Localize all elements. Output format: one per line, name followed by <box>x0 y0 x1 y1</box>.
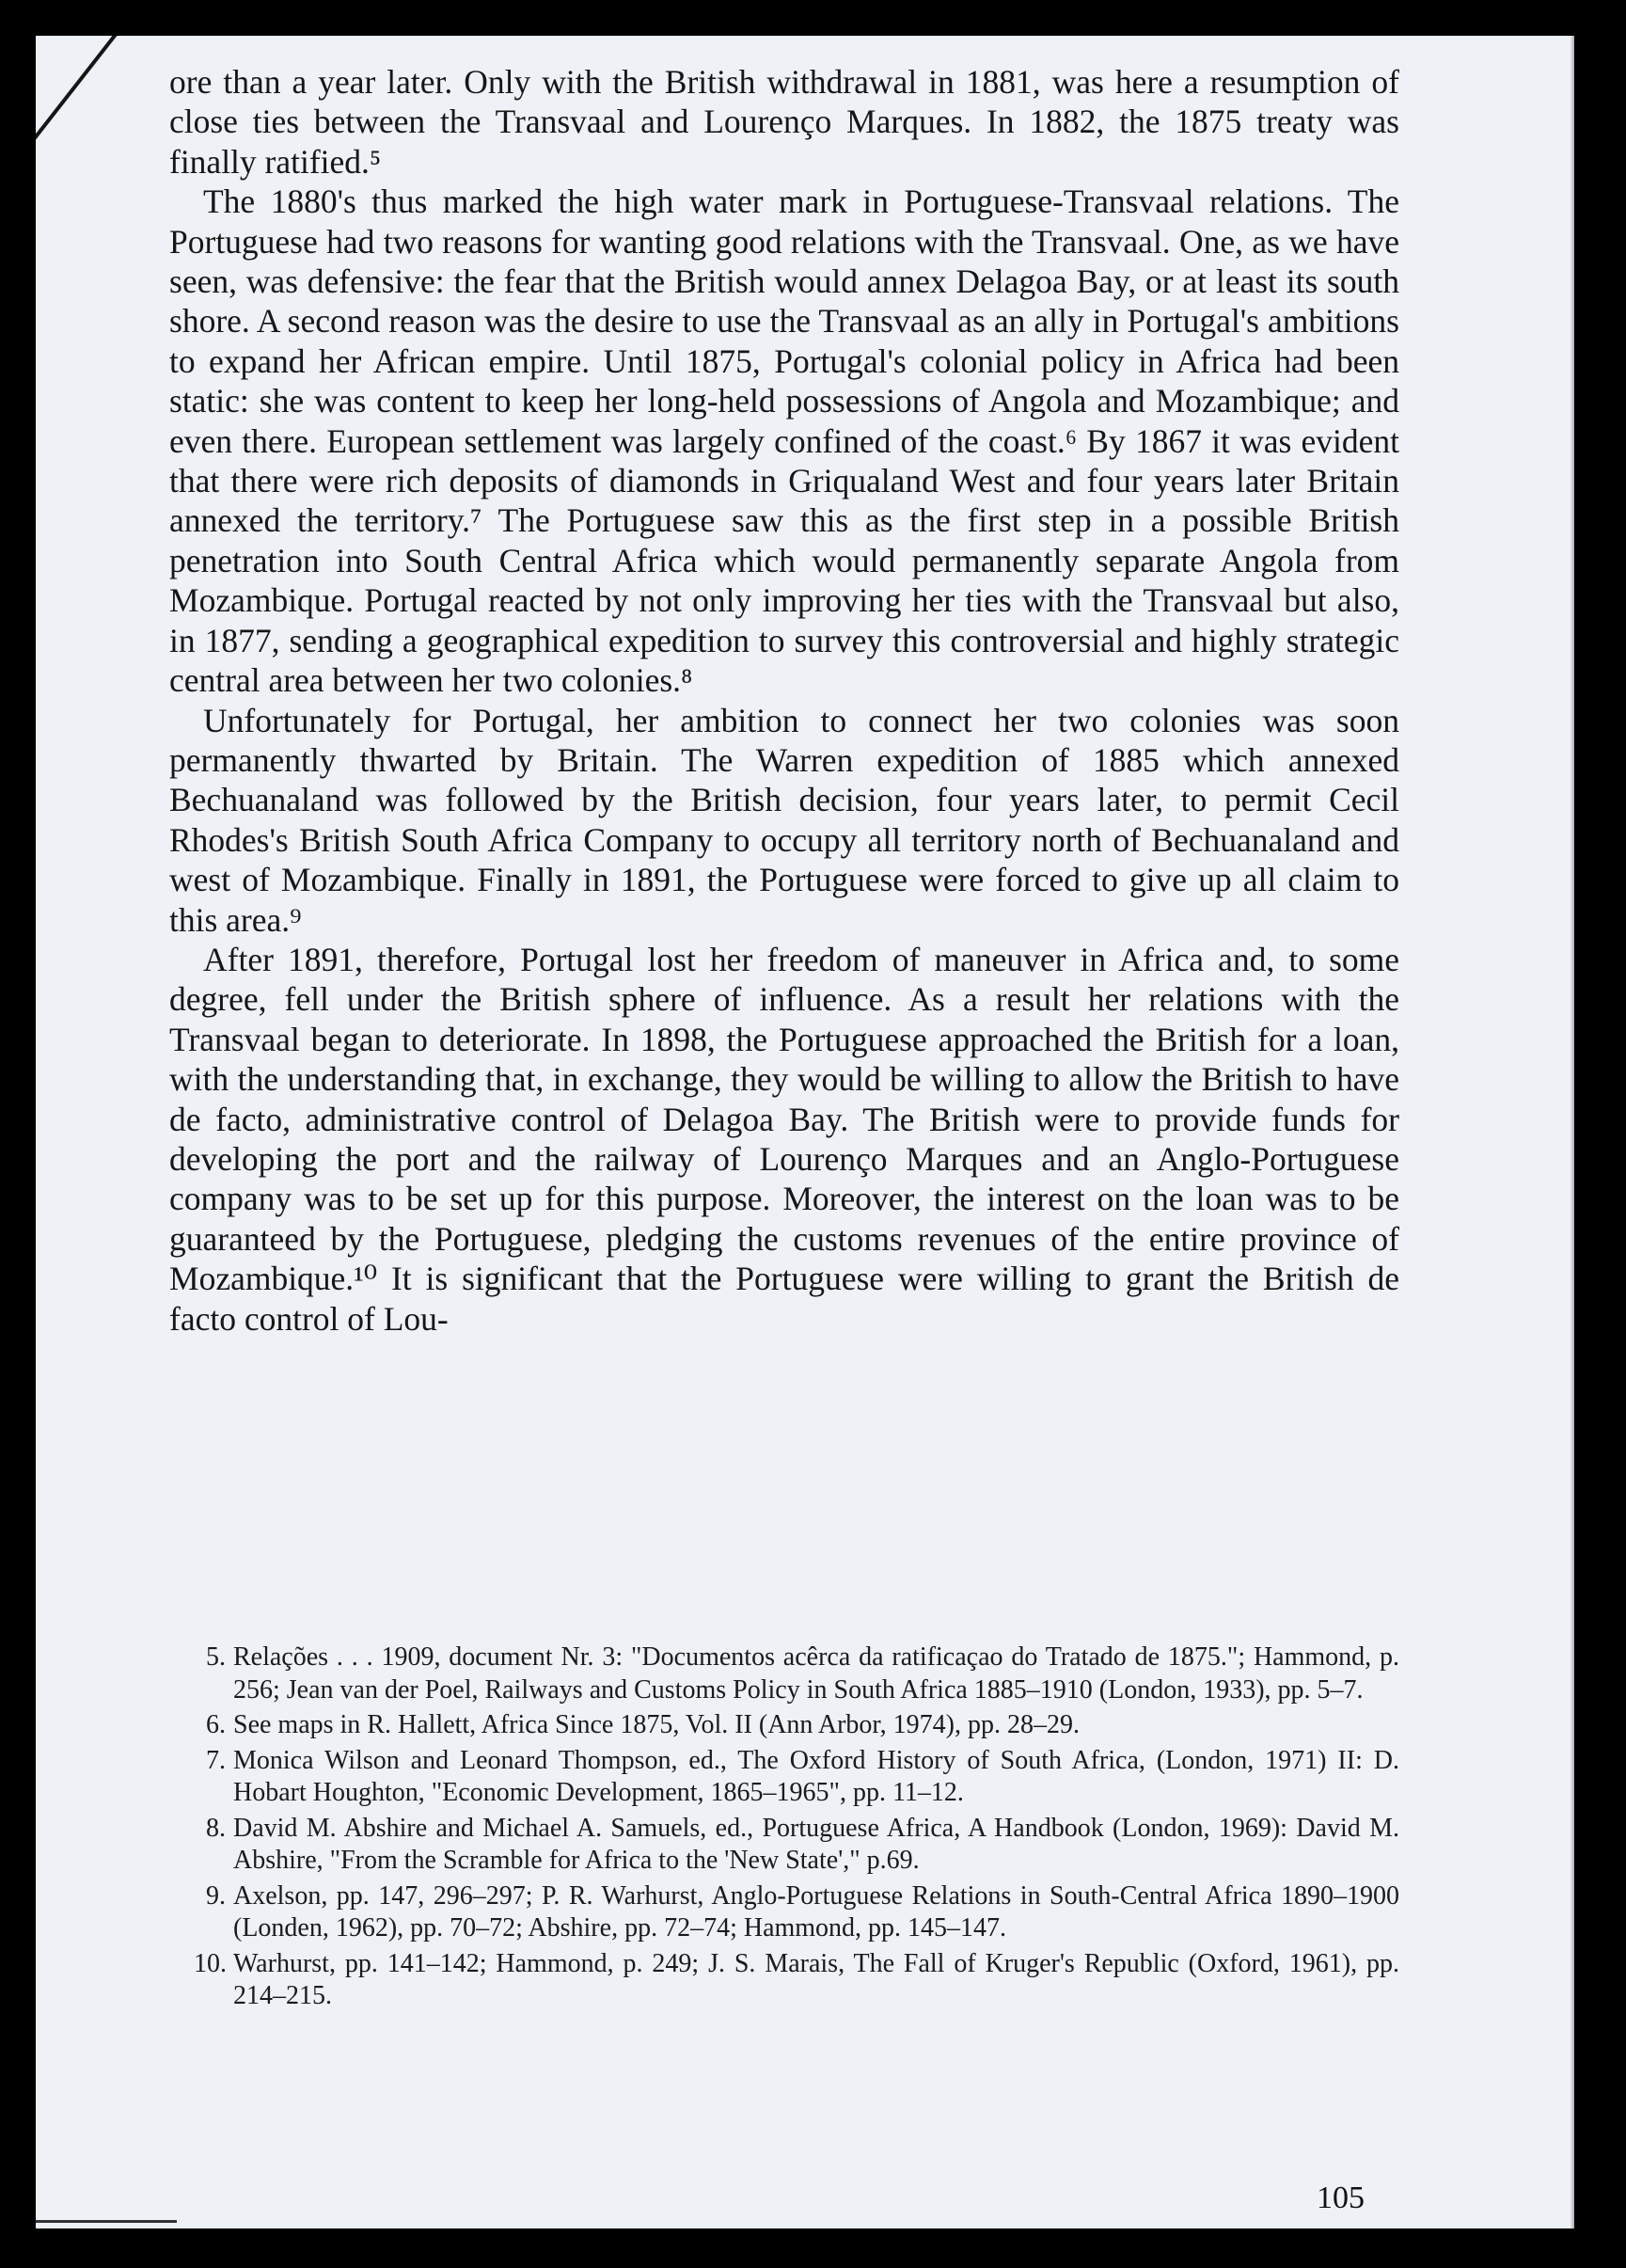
paragraph-2: The 1880's thus marked the high water mark in Portuguese-Transvaal relations. The Portuguese had two reasons for wanting good relations with the Transvaal. One, as we have seen, was defensive: the fear that the British would annex Delagoa Bay, or at least its south shore. A second reason was the desire to use the Transvaal as an ally in Portugal's ambitions to expand her African empire. Until 1875, Portugal's colonial policy in Africa had been static: she was content to keep her long-held possessions of Angola and Mozambique; and even there. European settlement was largely confined of the coast.⁶ By 1867 it was evident that there were rich deposits of diamonds in Griqualand West and four years later Britain annexed the territory.⁷ The Portuguese saw this as the first step in a possible British penetration into South Central Africa which would permanently separate Angola from Mozambique. Portugal reacted by not only improving her ties with the Transvaal but also, in 1877, sending a geographical expedition to survey this controversial and highly strategic central area between her two colonies.⁸ <box>169 182 1399 700</box>
footnote-text: See maps in R. Hallett, Africa Since 1875, Vol. II (Ann Arbor, 1974), pp. 28–29. <box>233 1710 1080 1739</box>
footnote-number: 10. <box>194 1948 227 1978</box>
footnote-6 <box>194 1709 1399 1742</box>
footnote-number: 8. <box>206 1813 226 1843</box>
page-number: 105 <box>1317 2181 1365 2215</box>
footnote-number: 5. <box>206 1642 226 1672</box>
paragraph-3: Unfortunately for Portugal, her ambition to connect her two colonies was soon permanently thwarted by Britain. The Warren expedition of 1885 which annexed Bechuanaland was followed by the British decision, four years later, to permit Cecil Rhodes's British South Africa Company to occupy all territory north of Bechuanaland and west of Mozambique. Finally in 1891, the Portuguese were forced to give up all claim to this area.⁹ <box>169 701 1399 939</box>
footnote-5 <box>194 1642 1399 1706</box>
footnote-8 <box>194 1813 1399 1878</box>
bottom-divider <box>36 2220 177 2223</box>
footnote-text: David M. Abshire and Michael A. Samuels, ed., Portuguese Africa, A Handbook (London, 1969): David M. Abshire, "From the Scramble for Africa to the 'New State'," p.69. <box>233 1813 1399 1875</box>
footnote-9 <box>194 1880 1399 1945</box>
footnotes <box>194 1642 1399 2016</box>
scan-shadow-edge <box>1571 36 1574 2228</box>
footnote-text: Monica Wilson and Leonard Thompson, ed., The Oxford History of South Africa, (London, 1971) II: D. Hobart Houghton, "Economic Development, 1865–1965", pp. 11–12. <box>233 1745 1399 1807</box>
paragraph-4: After 1891, therefore, Portugal lost her freedom of maneuver in Africa and, to some degree, fell under the British sphere of influence. As a result her relations with the Transvaal began to deteriorate. In 1898, the Portuguese approached the British for a loan, with the understanding that, in exchange, they would be willing to allow the British to have de facto, administrative control of Delagoa Bay. The British were to provide funds for developing the port and the railway of Lourenço Marques and an Anglo-Portuguese company was to be set up for this purpose. Moreover, the interest on the loan was to be guaranteed by the Portuguese, pledging the customs revenues of the entire province of Mozambique.¹⁰ It is significant that the Portuguese were willing to grant the British de facto control of Lou- <box>169 940 1399 1338</box>
footnote-7 <box>194 1745 1399 1810</box>
footnote-text: Warhurst, pp. 141–142; Hammond, p. 249; J. S. Marais, The Fall of Kruger's Republic (Oxford, 1961), pp. 214–215. <box>233 1948 1399 2010</box>
footnote-text: Relações . . . 1909, document Nr. 3: "Documentos acêrca da ratificaçao do Tratado de 1875."; Hammond, p. 256; Jean van der Poel, Railways and Customs Policy in South Africa 1885–1910 (London, 1933), pp. 5–7. <box>233 1642 1399 1705</box>
footnote-number: 7. <box>206 1745 226 1775</box>
footnote-number: 6. <box>206 1710 226 1739</box>
footnote-number: 9. <box>206 1880 226 1911</box>
main-text <box>169 62 1399 1339</box>
footnote-10 <box>194 1948 1399 2013</box>
pen-mark-line <box>36 36 163 222</box>
paragraph-1: ore than a year later. Only with the British withdrawal in 1881, was here a resumption of close ties between the Transvaal and Lourenço Marques. In 1882, the 1875 treaty was finally ratified.⁵ <box>169 63 1399 181</box>
scanned-page <box>36 36 1574 2228</box>
footnote-text: Axelson, pp. 147, 296–297; P. R. Warhurst, Anglo-Portuguese Relations in South-Central Africa 1890–1900 (Londen, 1962), pp. 70–72; Abshire, pp. 72–74; Hammond, pp. 145–147. <box>233 1880 1399 1943</box>
